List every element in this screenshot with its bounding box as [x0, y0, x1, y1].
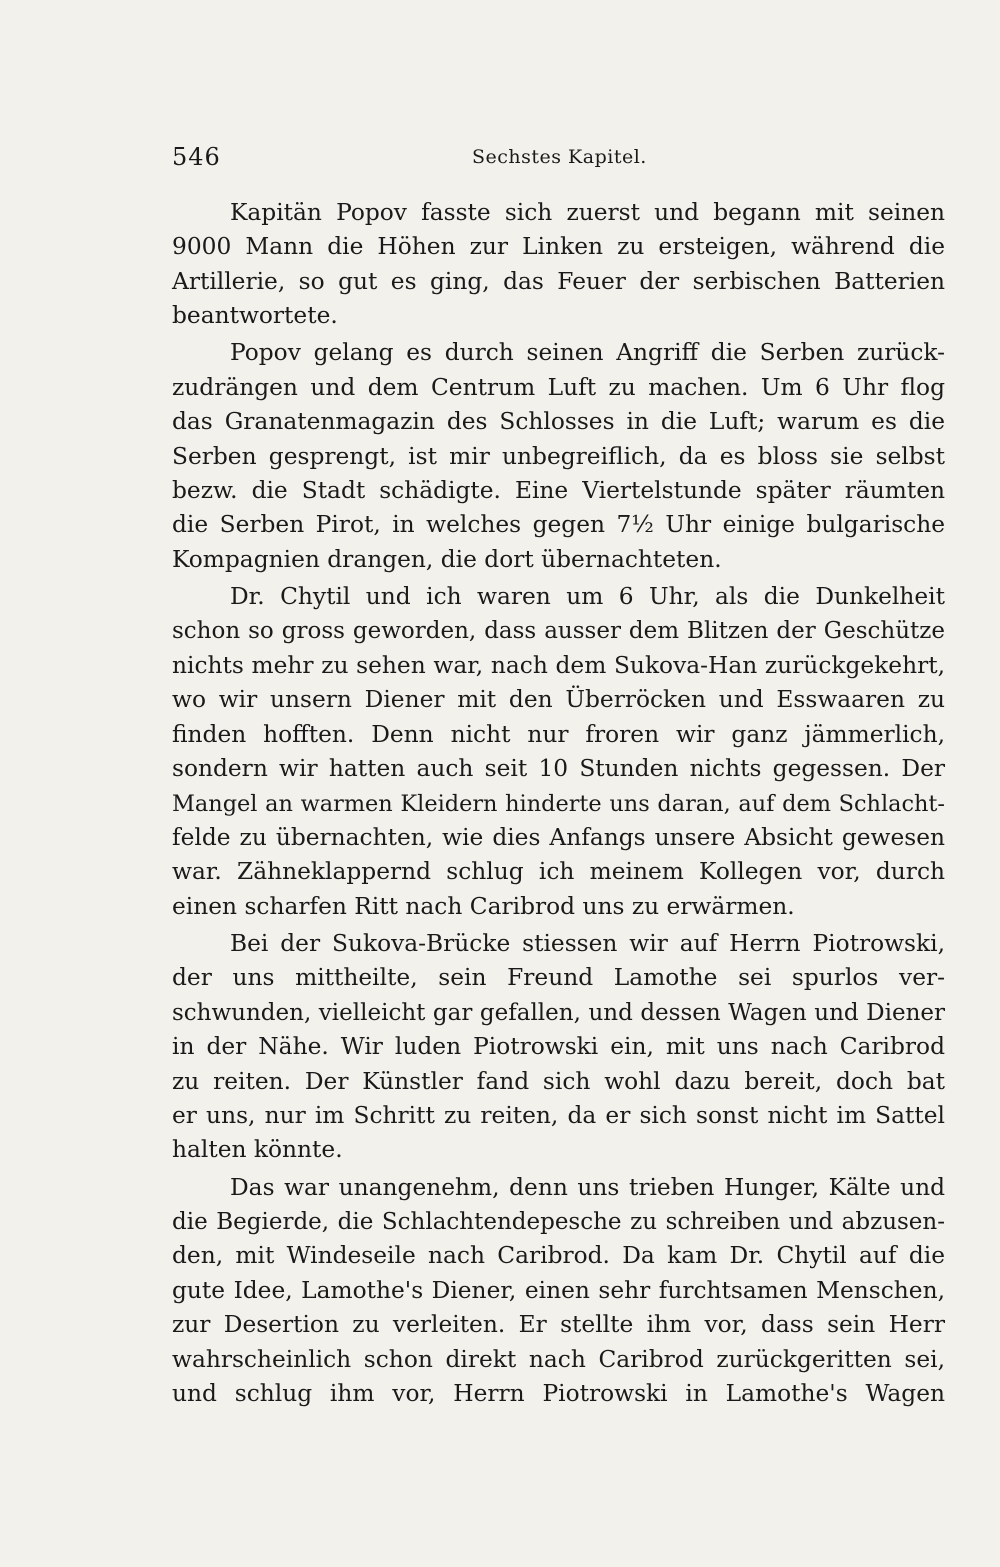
text-line: einen scharfen Ritt nach Caribrod uns zu erwärmen. — [172, 892, 795, 920]
running-head: Sechstes Kapitel. — [472, 146, 647, 168]
text-line: schwunden, vielleicht gar gefallen, und dessen Wagen und Diener — [172, 999, 945, 1026]
text-line: der uns mittheilte, sein Freund Lamothe sei spurlos ver- — [172, 964, 945, 992]
text-line: war. Zähneklappernd schlug ich meinem Kollegen vor, durch — [172, 858, 945, 886]
text-line: die Serben Pirot, in welches gegen 7½ Uhr einige bulgarische — [172, 511, 945, 539]
text-line: Artillerie, so gut es ging, das Feuer der serbischen Batterien — [172, 267, 945, 295]
paragraph-2 — [172, 336, 945, 577]
text-line: Mangel an warmen Kleidern hinderte uns daran, auf dem Schlacht- — [172, 790, 945, 817]
text-line: felde zu übernachten, wie dies Anfangs unsere Absicht gewesen — [172, 823, 945, 851]
text-line: 9000 Mann die Höhen zur Linken zu ersteigen, während die — [172, 233, 945, 261]
text-line: Serben gesprengt, ist mir unbegreiflich, da es bloss sie selbst — [172, 442, 945, 470]
paragraph-4 — [172, 927, 945, 1168]
text-line: wo wir unsern Diener mit den Überröcken und Esswaaren zu — [172, 686, 945, 714]
text-line: den, mit Windeseile nach Caribrod. Da kam Dr. Chytil auf die — [172, 1242, 945, 1270]
text-line: in der Nähe. Wir luden Piotrowski ein, mit uns nach Caribrod — [172, 1033, 945, 1061]
text-line: Das war unangenehm, denn uns trieben Hunger, Kälte und — [230, 1173, 945, 1201]
text-line: und schlug ihm vor, Herrn Piotrowski in Lamothe's Wagen — [172, 1380, 945, 1407]
text-line: halten könnte. — [172, 1136, 343, 1164]
text-line: gute Idee, Lamothe's Diener, einen sehr furchtsamen Menschen, — [172, 1276, 945, 1304]
body-text — [172, 196, 945, 1414]
text-line: er uns, nur im Schritt zu reiten, da er sich sonst nicht im Sattel — [172, 1101, 945, 1129]
text-line: zu reiten. Der Künstler fand sich wohl dazu bereit, doch bat — [172, 1067, 945, 1095]
text-line: Bei der Sukova-Brücke stiessen wir auf Herrn Piotrowski, — [230, 929, 945, 957]
text-line: zudrängen und dem Centrum Luft zu machen. Um 6 Uhr flog — [172, 373, 945, 401]
text-line: beantwortete. — [172, 302, 338, 330]
text-line: wahrscheinlich schon direkt nach Caribrod zurückgeritten sei, — [172, 1345, 945, 1373]
text-line: bezw. die Stadt schädigte. Eine Viertelstunde später räumten — [172, 477, 945, 505]
text-line: Popov gelang es durch seinen Angriff die Serben zurück- — [230, 339, 945, 367]
page-number: 546 — [172, 143, 221, 171]
text-line: Kapitän Popov fasste sich zuerst und begann mit seinen — [230, 199, 945, 226]
text-line: schon so gross geworden, dass ausser dem Blitzen der Geschütze — [172, 618, 945, 645]
paragraph-5 — [172, 1171, 945, 1412]
text-line: die Begierde, die Schlachtendepesche zu schreiben und abzusen- — [172, 1208, 945, 1235]
text-line: das Granatenmagazin des Schlosses in die Luft; warum es die — [172, 408, 945, 436]
text-line: finden hofften. Denn nicht nur froren wir ganz jämmerlich, — [172, 720, 945, 748]
paragraph-1 — [172, 196, 945, 334]
text-line: Kompagnien drangen, die dort übernachteten. — [172, 545, 722, 573]
text-line: sondern wir hatten auch seit 10 Stunden nichts gegessen. Der — [172, 755, 945, 783]
text-line: Dr. Chytil und ich waren um 6 Uhr, als die Dunkelheit — [230, 583, 945, 611]
page-header — [172, 143, 945, 177]
text-line: nichts mehr zu sehen war, nach dem Sukova-Han zurückgekehrt, — [172, 651, 945, 679]
text-line: zur Desertion zu verleiten. Er stellte ihm vor, dass sein Herr — [172, 1311, 945, 1339]
paragraph-3 — [172, 580, 945, 924]
